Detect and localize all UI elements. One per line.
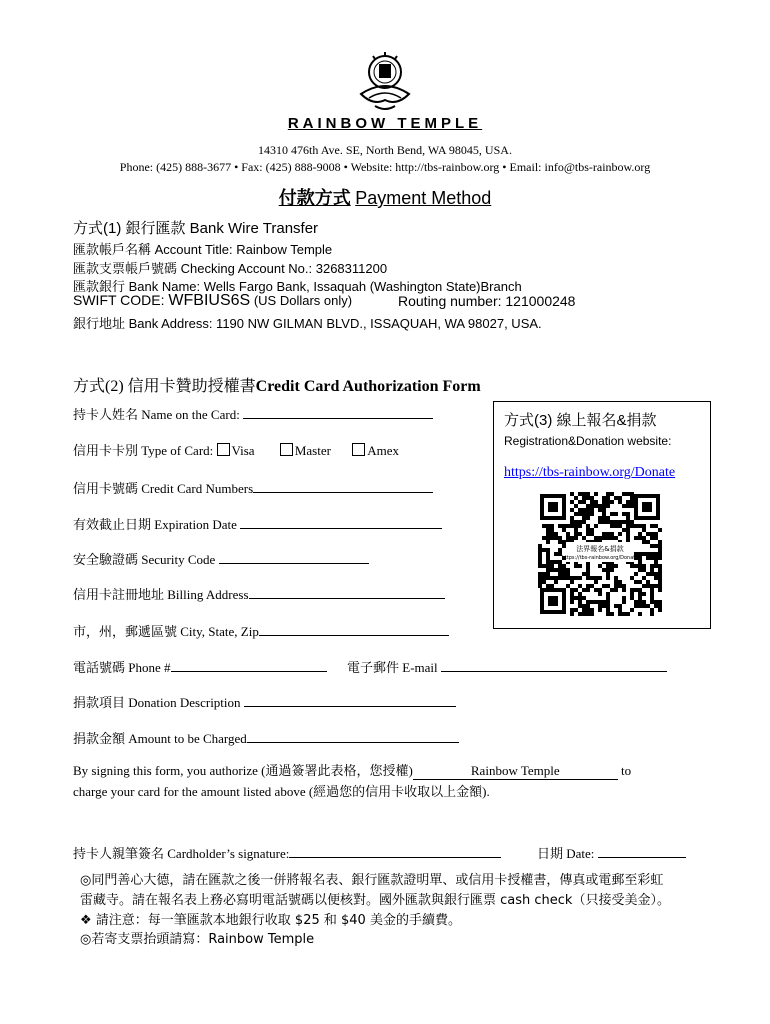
email-row <box>347 657 667 676</box>
authorize-text-2: to <box>617 763 632 778</box>
security-label: 安全驗證碼 Security Code <box>73 552 219 567</box>
authorize-row <box>73 760 631 780</box>
phone-field[interactable] <box>171 658 327 672</box>
method3-heading: 方式(3) 線上報名&捐款 <box>504 412 657 429</box>
master-label: Master <box>294 443 331 458</box>
qr-code-icon[interactable] <box>538 492 662 616</box>
date-row <box>537 843 686 862</box>
method1-heading: 方式(1) 銀行匯款 Bank Wire Transfer <box>73 220 319 237</box>
routing-number: Routing number: 121000248 <box>398 293 576 309</box>
date-field[interactable] <box>598 844 686 858</box>
donation-desc-row <box>73 692 456 711</box>
swift-row <box>73 292 352 310</box>
note-line-4: ◎若寄支票抬頭請寫：Rainbow Temple <box>80 932 315 947</box>
expiration-row <box>73 514 442 533</box>
signature-label: 持卡人親筆簽名 Cardholder’s signature: <box>73 846 290 861</box>
temple-contact: Phone: (425) 888-3677 • Fax: (425) 888-9008 • Website: http://tbs-rainbow.org • Email: info@tbs-rainbow.org <box>119 160 651 174</box>
temple-seal-logo <box>355 48 415 114</box>
billing-field[interactable] <box>249 585 445 599</box>
signature-row <box>73 843 501 862</box>
billing-label: 信用卡註冊地址 Billing Address <box>73 587 249 602</box>
swift-code: WFBIUS6S <box>168 292 251 309</box>
swift-label: SWIFT CODE: <box>73 292 169 308</box>
name-on-card-field[interactable] <box>243 405 433 419</box>
card-type-label: 信用卡卡別 Type of Card: <box>73 443 217 458</box>
card-type-row <box>73 440 399 459</box>
method3-box <box>493 401 711 629</box>
temple-address: 14310 476th Ave. SE, North Bend, WA 98045, USA. <box>258 143 512 157</box>
security-field[interactable] <box>219 550 369 564</box>
donation-desc-field[interactable] <box>244 693 456 707</box>
method3-label: Registration&Donation website: <box>504 434 672 448</box>
email-label: 電子郵件 E-mail <box>347 660 441 675</box>
temple-name: RAINBOW TEMPLE <box>287 115 483 132</box>
qr-caption-1: 法界報名&捐款 <box>576 545 624 553</box>
page-title <box>0 184 770 210</box>
phone-row <box>73 657 327 676</box>
date-label: 日期 Date: <box>537 846 598 861</box>
expiration-field[interactable] <box>240 515 442 529</box>
authorize-payee: Rainbow Temple <box>413 763 618 780</box>
name-on-card-row <box>73 404 433 423</box>
account-title: 匯款帳戶名稱 Account Title: Rainbow Temple <box>73 242 333 257</box>
qr-caption-2: https://tbs-rainbow.org/Donate <box>561 555 639 561</box>
note-line-2: 雷藏寺。請在報名表上務必寫明電話號碼以便核對。國外匯款與銀行匯票 cash check（只接受美金）。 <box>80 893 670 908</box>
authorize-text-3: charge your card for the amount listed above (經過您的信用卡收取以上金額). <box>73 784 490 799</box>
signature-field[interactable] <box>289 844 501 858</box>
name-on-card-label: 持卡人姓名 Name on the Card: <box>73 407 244 422</box>
method2-heading-en: Credit Card Authorization Form <box>255 378 481 395</box>
swift-note: (US Dollars only) <box>250 293 353 308</box>
page-title-zh: 付款方式 <box>278 188 351 208</box>
visa-checkbox[interactable] <box>217 443 230 456</box>
account-number: 匯款支票帳戶號碼 Checking Account No.: 3268311200 <box>73 261 388 276</box>
donate-link[interactable]: https://tbs-rainbow.org/Donate <box>504 465 676 480</box>
card-number-label: 信用卡號碼 Credit Card Numbers <box>73 481 254 496</box>
master-checkbox[interactable] <box>280 443 293 456</box>
expiration-label: 有效截止日期 Expiration Date <box>73 517 241 532</box>
card-number-field[interactable] <box>253 479 433 493</box>
card-number-row <box>73 478 433 497</box>
donation-desc-label: 捐款項目 Donation Description <box>73 695 244 710</box>
method2-heading <box>73 373 481 396</box>
authorize-text-1: By signing this form, you authorize (通過簽署此表格，您授權) <box>73 763 413 778</box>
phone-label: 電話號碼 Phone # <box>73 660 171 675</box>
email-field[interactable] <box>441 658 667 672</box>
city-label: 市，州，郵遞區號 City, State, Zip <box>73 624 259 639</box>
page-title-en: Payment Method <box>355 188 492 208</box>
note-line-3: ❖ 請注意：每一筆匯款本地銀行收取 $25 和 $40 美金的手續費。 <box>80 913 461 928</box>
city-row <box>73 621 449 640</box>
amex-label: Amex <box>367 443 399 458</box>
amount-row <box>73 728 459 747</box>
billing-row <box>73 584 445 603</box>
amex-checkbox[interactable] <box>352 443 365 456</box>
amount-label: 捐款金額 Amount to be Charged <box>73 731 247 746</box>
method2-heading-zh: 方式(2) 信用卡贊助授權書 <box>73 378 256 395</box>
note-line-1: ◎同門善心大德，請在匯款之後一併將報名表、銀行匯款證明單、或信用卡授權書，傳真或電郵至彩虹 <box>80 873 664 888</box>
bank-address: 銀行地址 Bank Address: 1190 NW GILMAN BLVD., ISSAQUAH, WA 98027, USA. <box>73 316 542 331</box>
bank-name: 匯款銀行 Bank Name: Wells Fargo Bank, Issaquah (Washington State)Branch <box>73 279 522 294</box>
city-field[interactable] <box>259 622 449 636</box>
visa-label: Visa <box>231 443 255 458</box>
amount-field[interactable] <box>247 729 459 743</box>
security-row <box>73 549 369 568</box>
